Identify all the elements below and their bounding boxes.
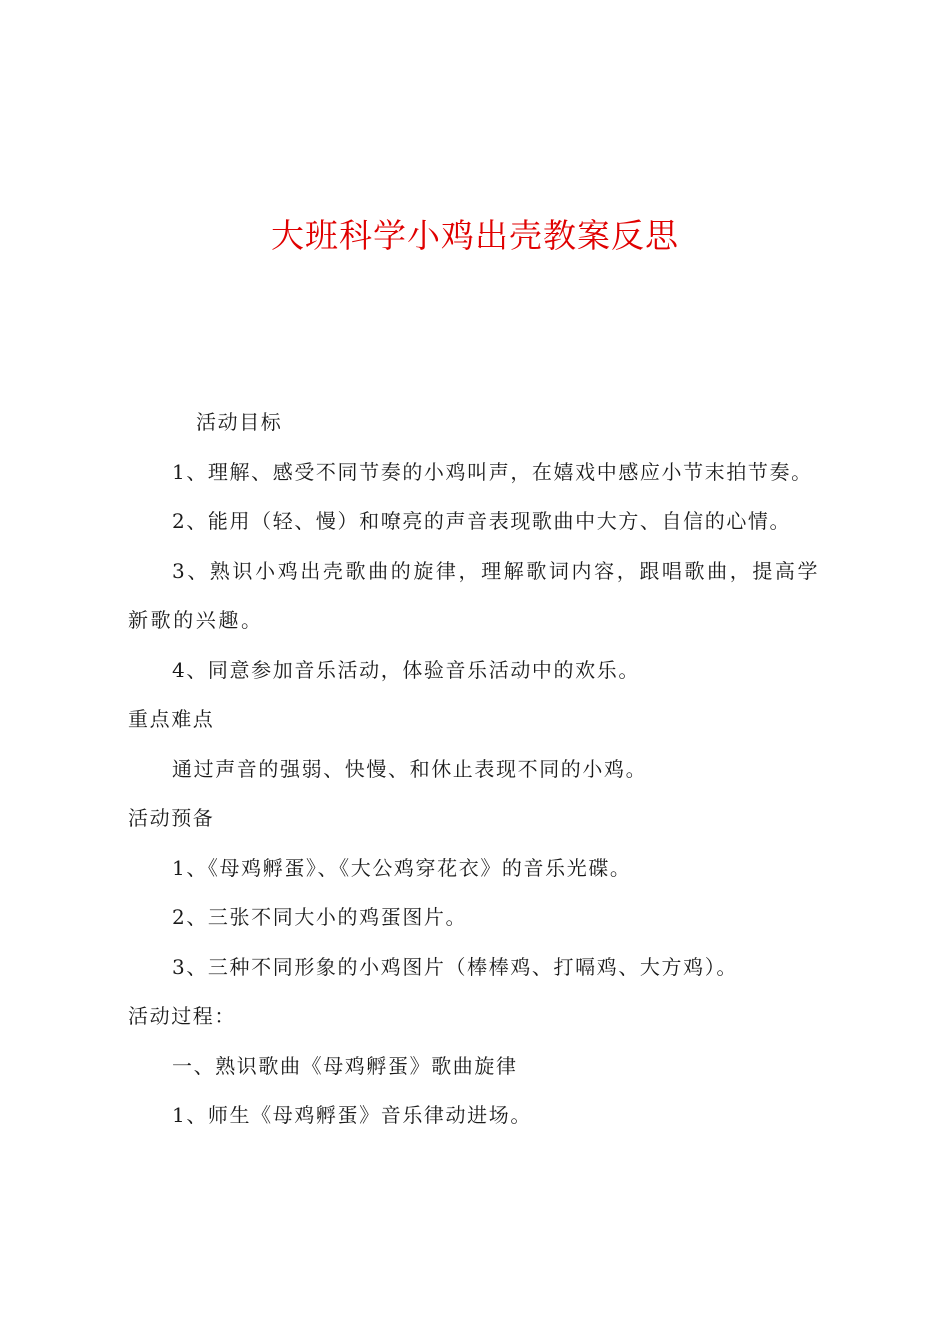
- document-title: 大班科学小鸡出壳教案反思: [271, 216, 679, 255]
- section-heading-key-points: 重点难点: [128, 707, 215, 731]
- preparation-item-3: 3、三种不同形象的小鸡图片（棒棒鸡、打嗝鸡、大方鸡）。: [172, 954, 738, 979]
- process-step-heading: 一、熟识歌曲《母鸡孵蛋》歌曲旋律: [172, 1053, 518, 1078]
- process-step-1: 1、师生《母鸡孵蛋》音乐律动进场。: [172, 1103, 532, 1127]
- preparation-item-1: 1、《母鸡孵蛋》、《大公鸡穿花衣》的音乐光碟。: [172, 855, 632, 880]
- key-points-text: 通过声音的强弱、快慢、和休止表现不同的小鸡。: [172, 756, 648, 781]
- section-heading-activity-goals: 活动目标: [196, 410, 283, 434]
- document-body: [128, 398, 838, 1141]
- section-heading-preparation: 活动预备: [128, 806, 215, 830]
- goal-item-4: 4、同意参加音乐活动，体验音乐活动中的欢乐。: [172, 657, 640, 682]
- goal-item-2: 2、能用（轻、慢）和嘹亮的声音表现歌曲中大方、自信的心情。: [172, 509, 792, 533]
- goal-item-3: 3、熟识小鸡出壳歌曲的旋律，理解歌词内容，跟唱歌曲，提高学新歌的兴趣。: [128, 558, 821, 632]
- section-heading-process: 活动过程：: [128, 1004, 236, 1028]
- preparation-item-2: 2、三张不同大小的鸡蛋图片。: [172, 905, 468, 929]
- goal-item-1: 1、理解、感受不同节奏的小鸡叫声，在嬉戏中感应小节末拍节奏。: [172, 459, 813, 484]
